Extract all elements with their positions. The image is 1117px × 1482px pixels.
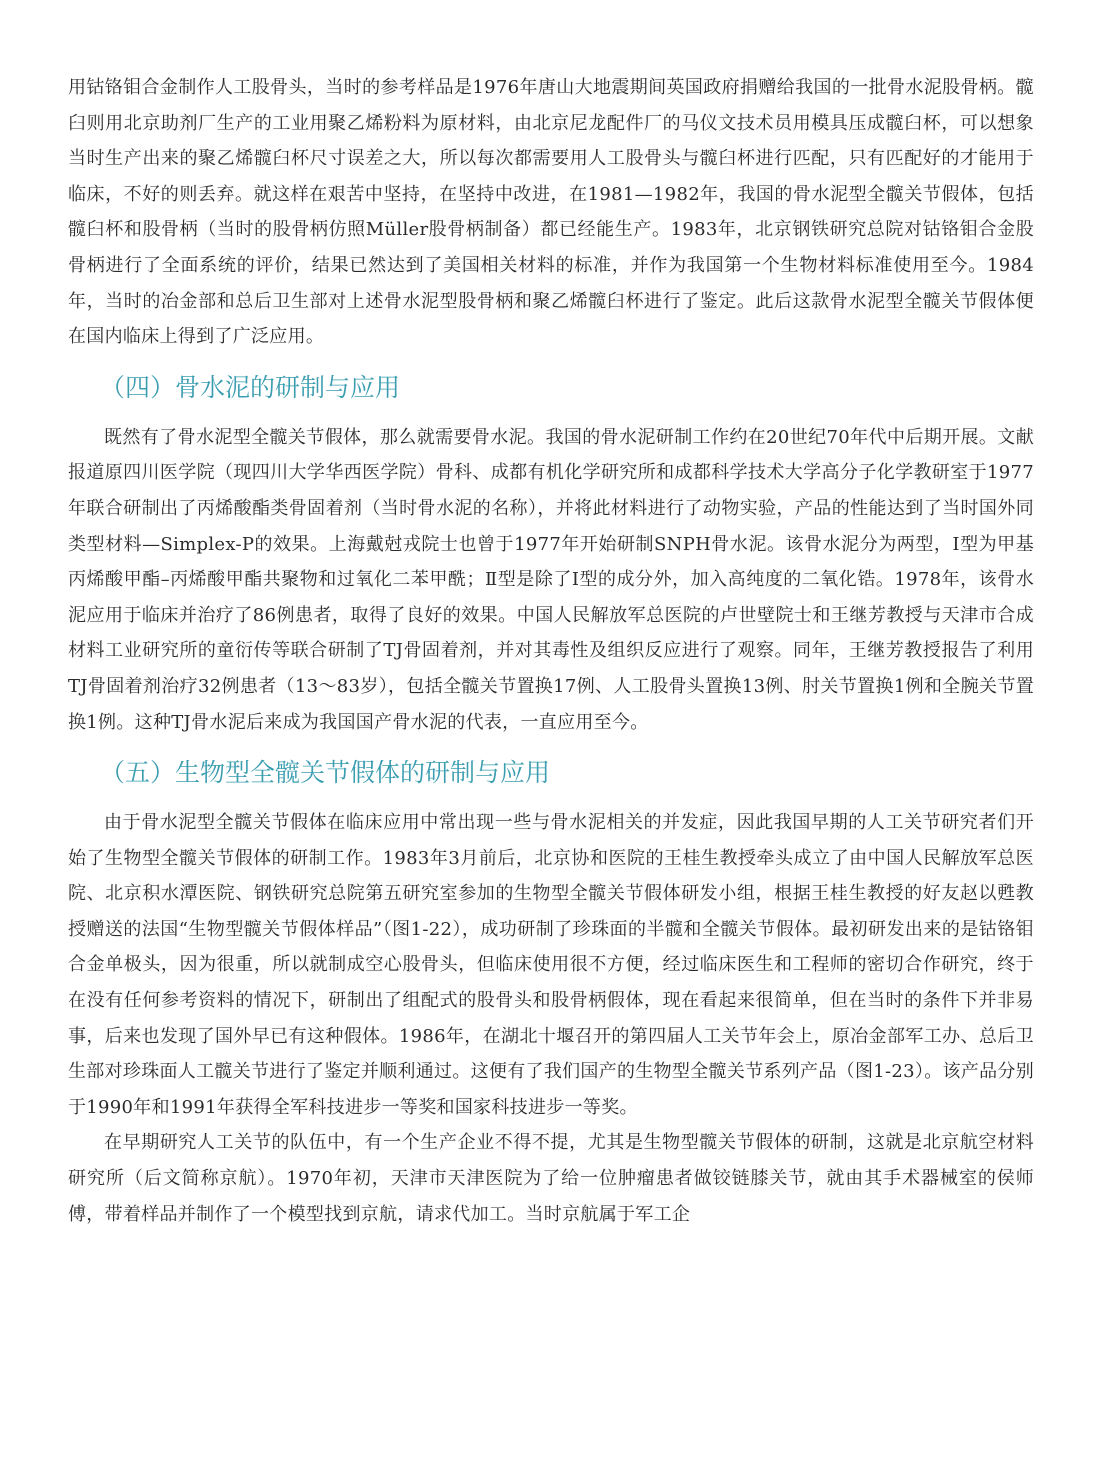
body-paragraph: 由于骨水泥型全髋关节假体在临床应用中常出现一些与骨水泥相关的并发症，因此我国早期的人工关节研究者们开始了生物型全髋关节假体的研制工作。1983年3月前后，北京协和医院的王桂生教授牵头成立了由中国人民解放军总医院、北京积水潭医院、钢铁研究总院第五研究室参加的生物型全髋关节假体研发小组，根据王桂生教授的好友赵以甦教授赠送的法国“生物型髋关节假体样品”（图1-22），成功研制了珍珠面的半髋和全髋关节假体。最初研发出来的是钴铬钼合金单极头，因为很重，所以就制成空心股骨头，但临床使用很不方便，经过临床医生和工程师的密切合作研究，终于在没有任何参考资料的情况下，研制出了组配式的股骨头和股骨柄假体，现在看起来很简单，但在当时的条件下并非易事，后来也发现了国外早已有这种假体。1986年，在湖北十堰召开的第四届人工关节年会上，原冶金部军工办、总后卫生部对珍珠面人工髋关节进行了鉴定并顺利通过。这便有了我们国产的生物型全髋关节系列产品（图1-23）。该产品分别于1990年和1991年获得全军科技进步一等奖和国家科技进步一等奖。 (68, 812, 1034, 1118)
document-page (68, 70, 1034, 1232)
body-paragraph: 既然有了骨水泥型全髋关节假体，那么就需要骨水泥。我国的骨水泥研制工作约在20世纪70年代中后期开展。文献报道原四川医学院（现四川大学华西医学院）骨科、成都有机化学研究所和成都科学技术大学高分子化学教研室于1977年联合研制出了丙烯酸酯类骨固着剂（当时骨水泥的名称），并将此材料进行了动物实验，产品的性能达到了当时国外同类型材料—Simplex-P的效果。上海戴尅戎院士也曾于1977年开始研制SNPH骨水泥。该骨水泥分为两型，Ⅰ型为甲基丙烯酸甲酯–丙烯酸甲酯共聚物和过氧化二苯甲酰；Ⅱ型是除了Ⅰ型的成分外，加入高纯度的二氧化锆。1978年，该骨水泥应用于临床并治疗了86例患者，取得了良好的效果。中国人民解放军总医院的卢世壁院士和王继芳教授与天津市合成材料工业研究所的童衍传等联合研制了TJ骨固着剂，并对其毒性及组织反应进行了观察。同年，王继芳教授报告了利用TJ骨固着剂治疗32例患者（13～83岁），包括全髋关节置换17例、人工股骨头置换13例、肘关节置换1例和全腕关节置换1例。这种TJ骨水泥后来成为我国国产骨水泥的代表，一直应用至今。 (68, 426, 1034, 733)
section-heading-5: （五）生物型全髋关节假体的研制与应用 (100, 758, 551, 788)
section-heading-4: （四）骨水泥的研制与应用 (100, 372, 401, 402)
body-paragraph: 用钴铬钼合金制作人工股骨头，当时的参考样品是1976年唐山大地震期间英国政府捐赠给我国的一批骨水泥股骨柄。髋臼则用北京助剂厂生产的工业用聚乙烯粉料为原材料，由北京尼龙配件厂的马仪文技术员用模具压成髋臼杯，可以想象当时生产出来的聚乙烯髋臼杯尺寸误差之大，所以每次都需要用人工股骨头与髋臼杯进行匹配，只有匹配好的才能用于临床，不好的则丢弃。就这样在艰苦中坚持，在坚持中改进，在1981—1982年，我国的骨水泥型全髋关节假体，包括髋臼杯和股骨柄（当时的股骨柄仿照Müller股骨柄制备）都已经能生产。1983年，北京钢铁研究总院对钴铬钼合金股骨柄进行了全面系统的评价，结果已然达到了美国相关材料的标准，并作为我国第一个生物材料标准使用至今。1984年，当时的冶金部和总后卫生部对上述骨水泥型股骨柄和聚乙烯髋臼杯进行了鉴定。此后这款骨水泥型全髋关节假体便在国内临床上得到了广泛应用。 (68, 77, 1034, 348)
body-paragraph: 在早期研究人工关节的队伍中，有一个生产企业不得不提，尤其是生物型髋关节假体的研制，这就是北京航空材料研究所（后文简称京航）。1970年初，天津市天津医院为了给一位肿瘤患者做铰链膝关节，就由其手术器械室的侯师傅，带着样品并制作了一个模型找到京航，请求代加工。当时京航属于军工企 (68, 1132, 1034, 1225)
